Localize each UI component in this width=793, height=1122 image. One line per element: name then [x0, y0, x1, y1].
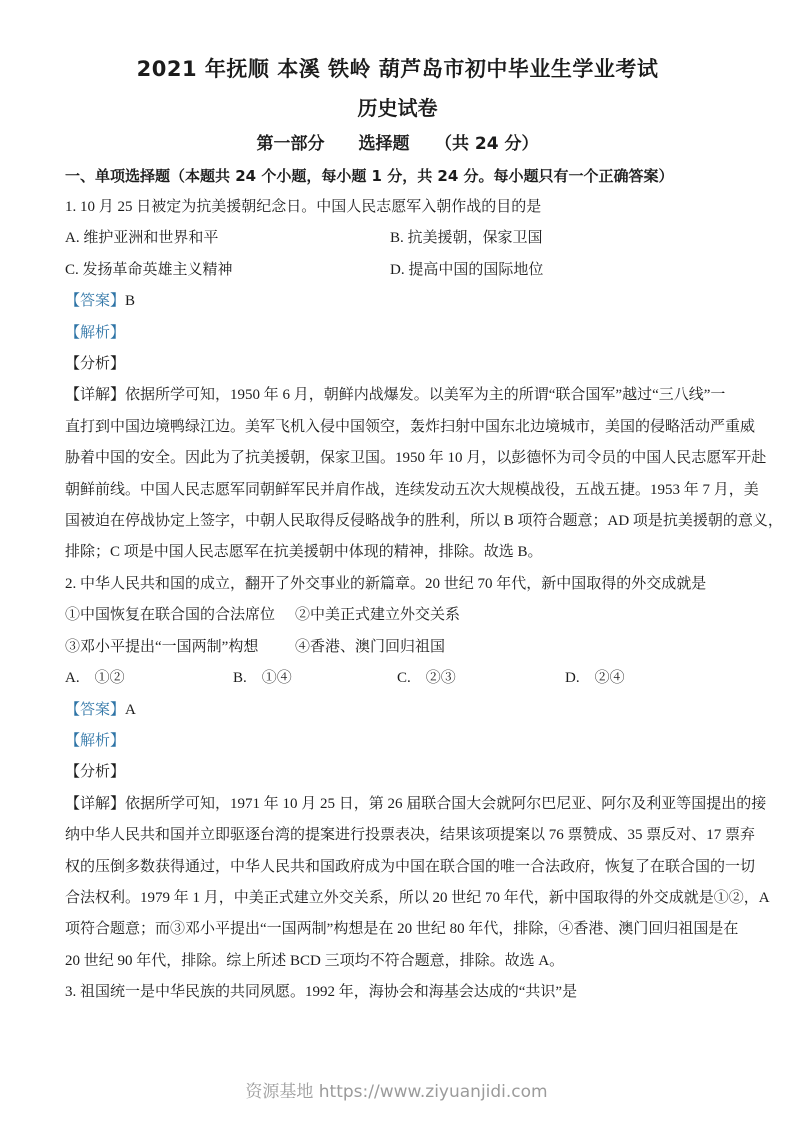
detail-line: 胁着中国的安全。因此为了抗美援朝，保家卫国。1950 年 10 月，以彭德怀为司令员的中国人民志愿军开赴 [65, 450, 767, 467]
question-3 [65, 977, 730, 1008]
question-2-subitem-4: ④香港、澳门回归祖国 [295, 638, 446, 655]
question-2-answer-value: A [125, 701, 136, 718]
question-2-stem: 2. 中华人民共和国的成立，翻开了外交事业的新篇章。20 世纪 70 年代，新中国取得的外交成就是 [65, 575, 707, 592]
fenxi-label: 【分析】 [65, 764, 126, 781]
question-2-answer-line [65, 695, 730, 726]
question-2-subitems-row-1 [65, 600, 730, 631]
question-1-option-a: A. 维护亚洲和世界和平 [65, 230, 219, 247]
question-2-subitem-3: ③邓小平提出“一国两制”构想 [65, 638, 259, 655]
detail-line: 直打到中国边境鸭绿江边。美军飞机入侵中国领空，轰炸扫射中国东北边境城市，美国的侵略活动严重威 [65, 418, 756, 435]
exam-title: 2021 年抚顺 本溪 铁岭 葫芦岛市初中毕业生学业考试 [136, 57, 659, 81]
detail-line: 20 世纪 90 年代，排除。综上所述 BCD 三项均不符合题意，排除。故选 A。 [65, 952, 565, 969]
detail-line: 【详解】依据所学可知，1971 年 10 月 25 日，第 26 届联合国大会就阿尔巴尼亚、阿尔及利亚等国提出的接 [65, 795, 767, 812]
watermark-footer: 资源基地 https://www.ziyuanjidi.com [245, 1082, 548, 1102]
detail-line: 权的压倒多数获得通过，中华人民共和国政府成为中国在联合国的唯一合法政府，恢复了在联合国的一切 [65, 858, 756, 875]
question-1 [65, 192, 783, 569]
analysis-label: 【解析】 [65, 732, 126, 749]
question-2-option-d: D. ②④ [565, 670, 625, 687]
question-3-stem: 3. 祖国统一是中华民族的共同夙愿。1992 年，海协会和海基会达成的“共识”是 [65, 984, 578, 1001]
question-2-detail-paragraph [65, 789, 770, 977]
question-1-answer-value: B [125, 293, 136, 310]
section-heading: 一、单项选择题（本题共 24 个小题，每小题 1 分，共 24 分。每小题只有一个正确答案） [65, 167, 674, 185]
question-1-options-row-2 [65, 255, 730, 286]
answer-label: 【答案】 [65, 701, 126, 718]
question-2-option-b: B. ①④ [233, 670, 292, 687]
detail-line: 国被迫在停战协定上签字，中朝人民取得反侵略战争的胜利，所以 B 项符合题意；AD 项是抗美援朝的意义， [65, 513, 783, 530]
question-1-options-row-1 [65, 223, 730, 254]
analysis-label: 【解析】 [65, 324, 126, 341]
question-1-option-c: C. 发扬革命英雄主义精神 [65, 261, 233, 278]
question-1-option-b: B. 抗美援朝，保家卫国 [390, 230, 543, 247]
fenxi-label: 【分析】 [65, 356, 126, 373]
detail-line: 项符合题意；而③邓小平提出“一国两制”构想是在 20 世纪 80 年代，排除，④香港、澳门回归祖国是在 [65, 921, 739, 938]
detail-line: 排除；C 项是中国人民志愿军在抗美援朝中体现的精神，排除。故选 B。 [65, 544, 543, 561]
paper-title: 历史试卷 [357, 96, 438, 120]
question-2-subitems-row-2 [65, 632, 730, 663]
detail-line: 合法权利。1979 年 1 月，中美正式建立外交关系，所以 20 世纪 70 年代，新中国取得的外交成就是①②，A [65, 889, 770, 906]
question-2-subitem-2: ②中美正式建立外交关系 [295, 607, 461, 624]
question-1-option-d: D. 提高中国的国际地位 [390, 261, 544, 278]
question-1-stem: 1. 10 月 25 日被定为抗美援朝纪念日。中国人民志愿军入朝作战的目的是 [65, 199, 542, 215]
question-1-detail-paragraph [65, 380, 783, 568]
question-2 [65, 569, 770, 977]
answer-label: 【答案】 [65, 293, 126, 310]
detail-line: 朝鲜前线。中国人民志愿军同朝鲜军民并肩作战，连续发动五次大规模战役，五战五捷。1953 年 7 月，美 [65, 481, 759, 498]
detail-line: 【详解】依据所学可知，1950 年 6 月，朝鲜内战爆发。以美军为主的所谓“联合国军”越过“三八线”一 [65, 387, 726, 404]
question-2-option-a: A. ①② [65, 670, 125, 687]
part-heading: 第一部分 选择题 （共 24 分） [256, 134, 539, 154]
detail-line: 纳中华人民共和国并立即驱逐台湾的提案进行投票表决，结果该项提案以 76 票赞成、35 票反对、17 票弃 [65, 827, 756, 844]
question-2-subitem-1: ①中国恢复在联合国的合法席位 [65, 607, 276, 624]
question-1-answer-line [65, 286, 730, 317]
question-2-option-c: C. ②③ [397, 670, 456, 687]
question-2-options-row [65, 663, 730, 694]
